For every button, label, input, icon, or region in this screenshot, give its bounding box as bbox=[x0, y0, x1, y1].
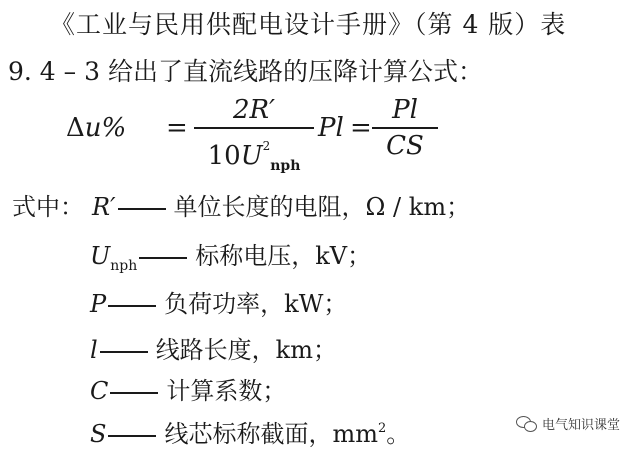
header-line-2: 9. 4 – 3 给出了直流线路的压降计算公式： bbox=[8, 57, 483, 86]
watermark-text: 电气知识课堂 bbox=[541, 418, 620, 433]
fraction-1-numerator: 2R′ bbox=[232, 95, 276, 125]
watermark bbox=[516, 414, 620, 433]
em-dash bbox=[110, 392, 158, 394]
definition-symbol: S bbox=[90, 420, 107, 448]
definition-symbol: U bbox=[90, 242, 111, 270]
definition-symbol: P bbox=[90, 290, 107, 318]
em-dash bbox=[108, 435, 156, 437]
definition-meaning: 线芯标称截面，mm bbox=[164, 420, 378, 448]
fraction-2-denominator: CS bbox=[386, 131, 424, 161]
em-dash bbox=[108, 305, 156, 307]
formula-fraction-1 bbox=[194, 95, 314, 181]
definitions-label: 式中： bbox=[12, 193, 84, 221]
em-dash bbox=[118, 208, 166, 210]
em-dash bbox=[100, 351, 148, 353]
definition-symbol: R′ bbox=[92, 193, 116, 221]
formula-equals-2: = bbox=[350, 113, 372, 143]
definition-meaning: 标称电压，kV； bbox=[195, 242, 372, 270]
header-line-1: 《工业与民用供配电设计手册》（第 4 版）表 bbox=[50, 10, 567, 39]
wechat-icon bbox=[516, 416, 538, 432]
definition-row bbox=[90, 371, 286, 406]
definition-row bbox=[90, 236, 371, 274]
definition-symbol: C bbox=[90, 377, 109, 405]
formula-equals-1: = bbox=[166, 113, 188, 143]
formula-fraction-2 bbox=[372, 95, 438, 161]
formula-mid-term: Pl bbox=[318, 113, 344, 143]
definition-tail: 。 bbox=[386, 420, 411, 448]
fraction-1-den-sup: 2 bbox=[262, 139, 271, 153]
fraction-1-den-sub: nph bbox=[270, 158, 301, 174]
fraction-2-numerator: Pl bbox=[392, 95, 418, 125]
definition-row bbox=[92, 187, 470, 222]
fraction-1-den-coef: 10 bbox=[207, 141, 241, 171]
definition-meaning: 计算系数； bbox=[166, 377, 287, 405]
formula-lhs bbox=[66, 113, 126, 143]
em-dash bbox=[139, 257, 187, 259]
fraction-1-denominator bbox=[194, 131, 314, 181]
definition-meaning: 负荷功率，kW； bbox=[164, 290, 348, 318]
definition-row bbox=[90, 284, 347, 319]
definition-meaning: 单位长度的电阻，Ω / km； bbox=[173, 193, 471, 221]
definition-row bbox=[90, 414, 410, 449]
definition-row bbox=[90, 330, 337, 365]
definition-superscript: 2 bbox=[377, 421, 387, 436]
fraction-2-bar bbox=[372, 127, 438, 129]
definition-symbol: l bbox=[90, 336, 98, 364]
fraction-1-bar bbox=[194, 127, 314, 129]
fraction-1-den-var: U bbox=[240, 141, 263, 171]
definition-meaning: 线路长度，km； bbox=[155, 336, 337, 364]
definition-subscript: nph bbox=[110, 258, 138, 274]
formula-lhs-var: u% bbox=[84, 113, 127, 143]
formula-delta: Δ bbox=[66, 113, 85, 143]
